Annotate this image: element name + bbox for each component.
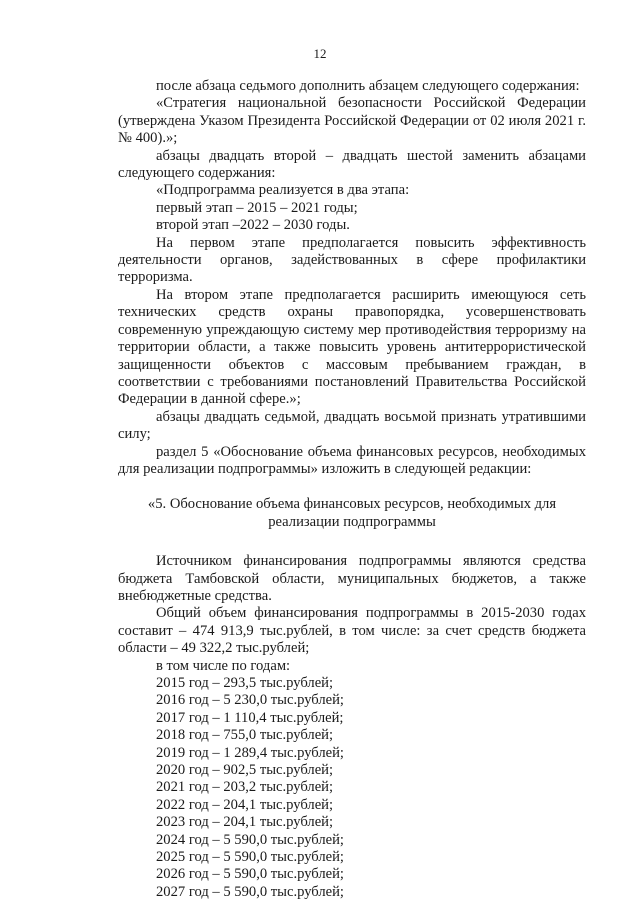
list-item: 2018 год – 755,0 тыс.рублей; [156,727,334,744]
list-item: 2023 год – 204,1 тыс.рублей; [156,814,334,831]
paragraph: после абзаца седьмого дополнить абзацем следующего содержания: [156,78,580,94]
list-item: 2021 год – 203,2 тыс.рублей; [156,779,334,796]
paragraph: первый этап – 2015 – 2021 годы; [156,199,358,216]
paragraph: раздел 5 «Обоснование объема финансовых ресурсов, необходимых для реализации подпрограммы» изложить в следующей редакции: [118,443,586,477]
document-body [118,78,586,901]
funding-by-year-list [118,675,586,901]
paragraph: абзацы двадцать седьмой, двадцать восьмой признать утратившими силу; [118,408,586,443]
list-item: 2022 год – 204,1 тыс.рублей; [156,796,334,813]
paragraph: второй этап –2022 – 2030 годы. [156,217,350,234]
list-item: 2017 год – 1 110,4 тыс.рублей; [156,709,344,726]
list-item: 2015 год – 293,5 тыс.рублей; [156,675,334,691]
paragraph: «Стратегия национальной безопасности Российской Федерации (утверждена Указом Президента Российской Федерации от 02 июля 2021 г. № 400).»; [118,95,586,147]
list-item: 2026 год – 5 590,0 тыс.рублей; [156,866,344,883]
paragraph: Общий объем финансирования подпрограммы в 2015-2030 годах составит – 474 913,9 тыс.рублей, в том числе: за счет средств бюджета области – 49 322,2 тыс.рублей; [118,605,586,657]
list-item: 2019 год – 1 289,4 тыс.рублей; [156,744,344,761]
paragraph: На втором этапе предполагается расширить имеющуюся сеть технических средств охраны правопорядка, усовершенствовать современную упреждающую систему мер противодействия терроризму на территории области, а также повысить уровень антитеррористической защищенности объектов с массовым пребыванием граждан, в соответствии с требованиями постановлений Правительства Российской Федерации в данной сфере.»; [118,286,586,408]
list-item: 2024 год – 5 590,0 тыс.рублей; [156,831,344,848]
paragraph: абзацы двадцать второй – двадцать шестой заменить абзацами следующего содержания: [118,147,586,182]
list-item: 2025 год – 5 590,0 тыс.рублей; [156,849,344,866]
page-number: 12 [313,46,327,61]
paragraph: в том числе по годам: [156,657,291,674]
list-item: 2020 год – 902,5 тыс.рублей; [156,762,334,779]
list-item: 2027 год – 5 590,0 тыс.рублей; [156,883,344,900]
paragraph: «Подпрограмма реализуется в два этапа: [156,182,410,199]
paragraph: На первом этапе предполагается повысить эффективность деятельности органов, задействованных в сфере профилактики терроризма. [118,234,586,286]
list-item: 2016 год – 5 230,0 тыс.рублей; [156,692,344,709]
paragraph: Источником финансирования подпрограммы являются средства бюджета Тамбовской области, муниципальных бюджетов, а также внебюджетные средства. [118,553,586,604]
section-heading: «5. Обоснование объема финансовых ресурсов, необходимых для реализации подпрограммы [147,496,557,530]
